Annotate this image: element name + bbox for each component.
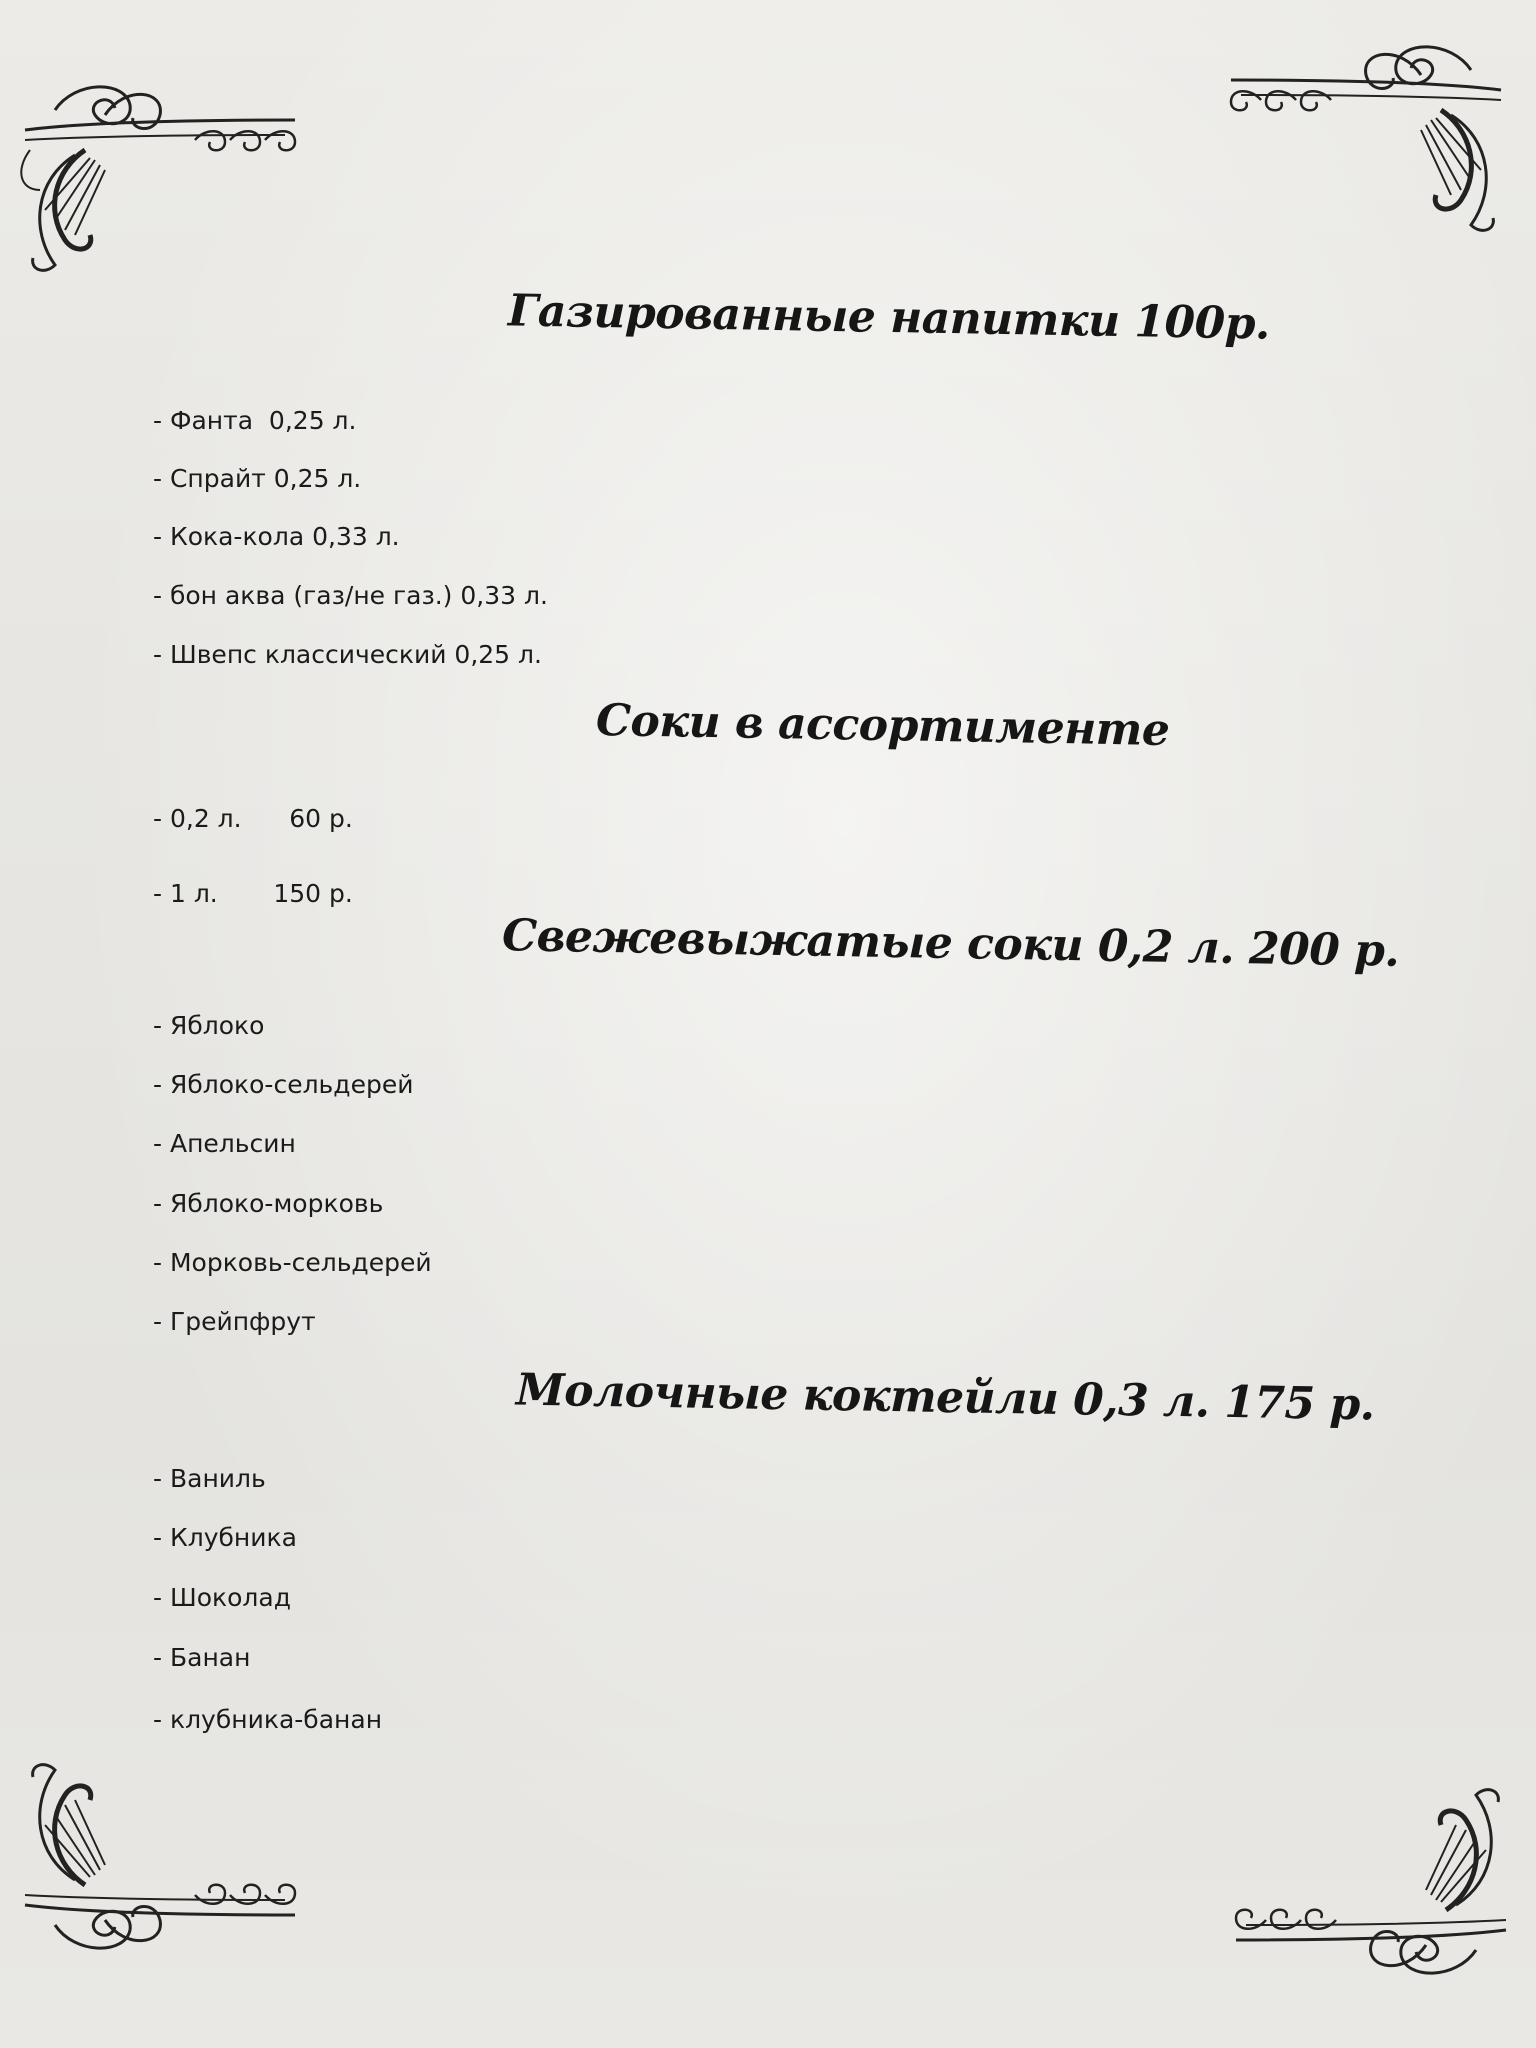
menu-item: - Спрайт 0,25 л. [153,464,362,493]
menu-item: - клубника-банан [153,1705,383,1734]
menu-item: - Клубника [153,1523,297,1552]
menu-item: - 1 л. 150 р. [153,879,353,908]
menu-item: - Яблоко [153,1011,265,1040]
menu-item: - Морковь-сельдерей [153,1248,432,1277]
menu-item: - Швепс классический 0,25 л. [153,640,542,669]
menu-item: - Ваниль [153,1464,266,1493]
menu-item: - Кока-кола 0,33 л. [153,522,400,551]
section-heading-carbonated-drinks: Газированные напитки 100р. [507,285,1271,350]
corner-flourish-icon [15,80,315,280]
menu-item: - бон аква (газ/не газ.) 0,33 л. [153,581,548,610]
menu-item: - 0,2 л. 60 р. [153,804,353,833]
corner-flourish-icon [1211,40,1511,240]
menu-item: - Апельсин [153,1129,296,1158]
menu-item: - Фанта 0,25 л. [153,406,357,435]
menu-item: - Яблоко-сельдерей [153,1070,414,1099]
section-heading-fresh-juices: Свежевыжатые соки 0,2 л. 200 р. [501,910,1400,977]
menu-item: - Шоколад [153,1583,291,1612]
menu-item: - Банан [153,1643,251,1672]
corner-flourish-icon [1216,1780,1516,1980]
corner-flourish-icon [15,1755,315,1955]
section-heading-milkshakes: Молочные коктейли 0,3 л. 175 р. [515,1364,1376,1431]
menu-item: - Яблоко-морковь [153,1189,384,1218]
section-heading-juices: Соки в ассортименте [595,695,1170,756]
menu-item: - Грейпфрут [153,1307,316,1336]
